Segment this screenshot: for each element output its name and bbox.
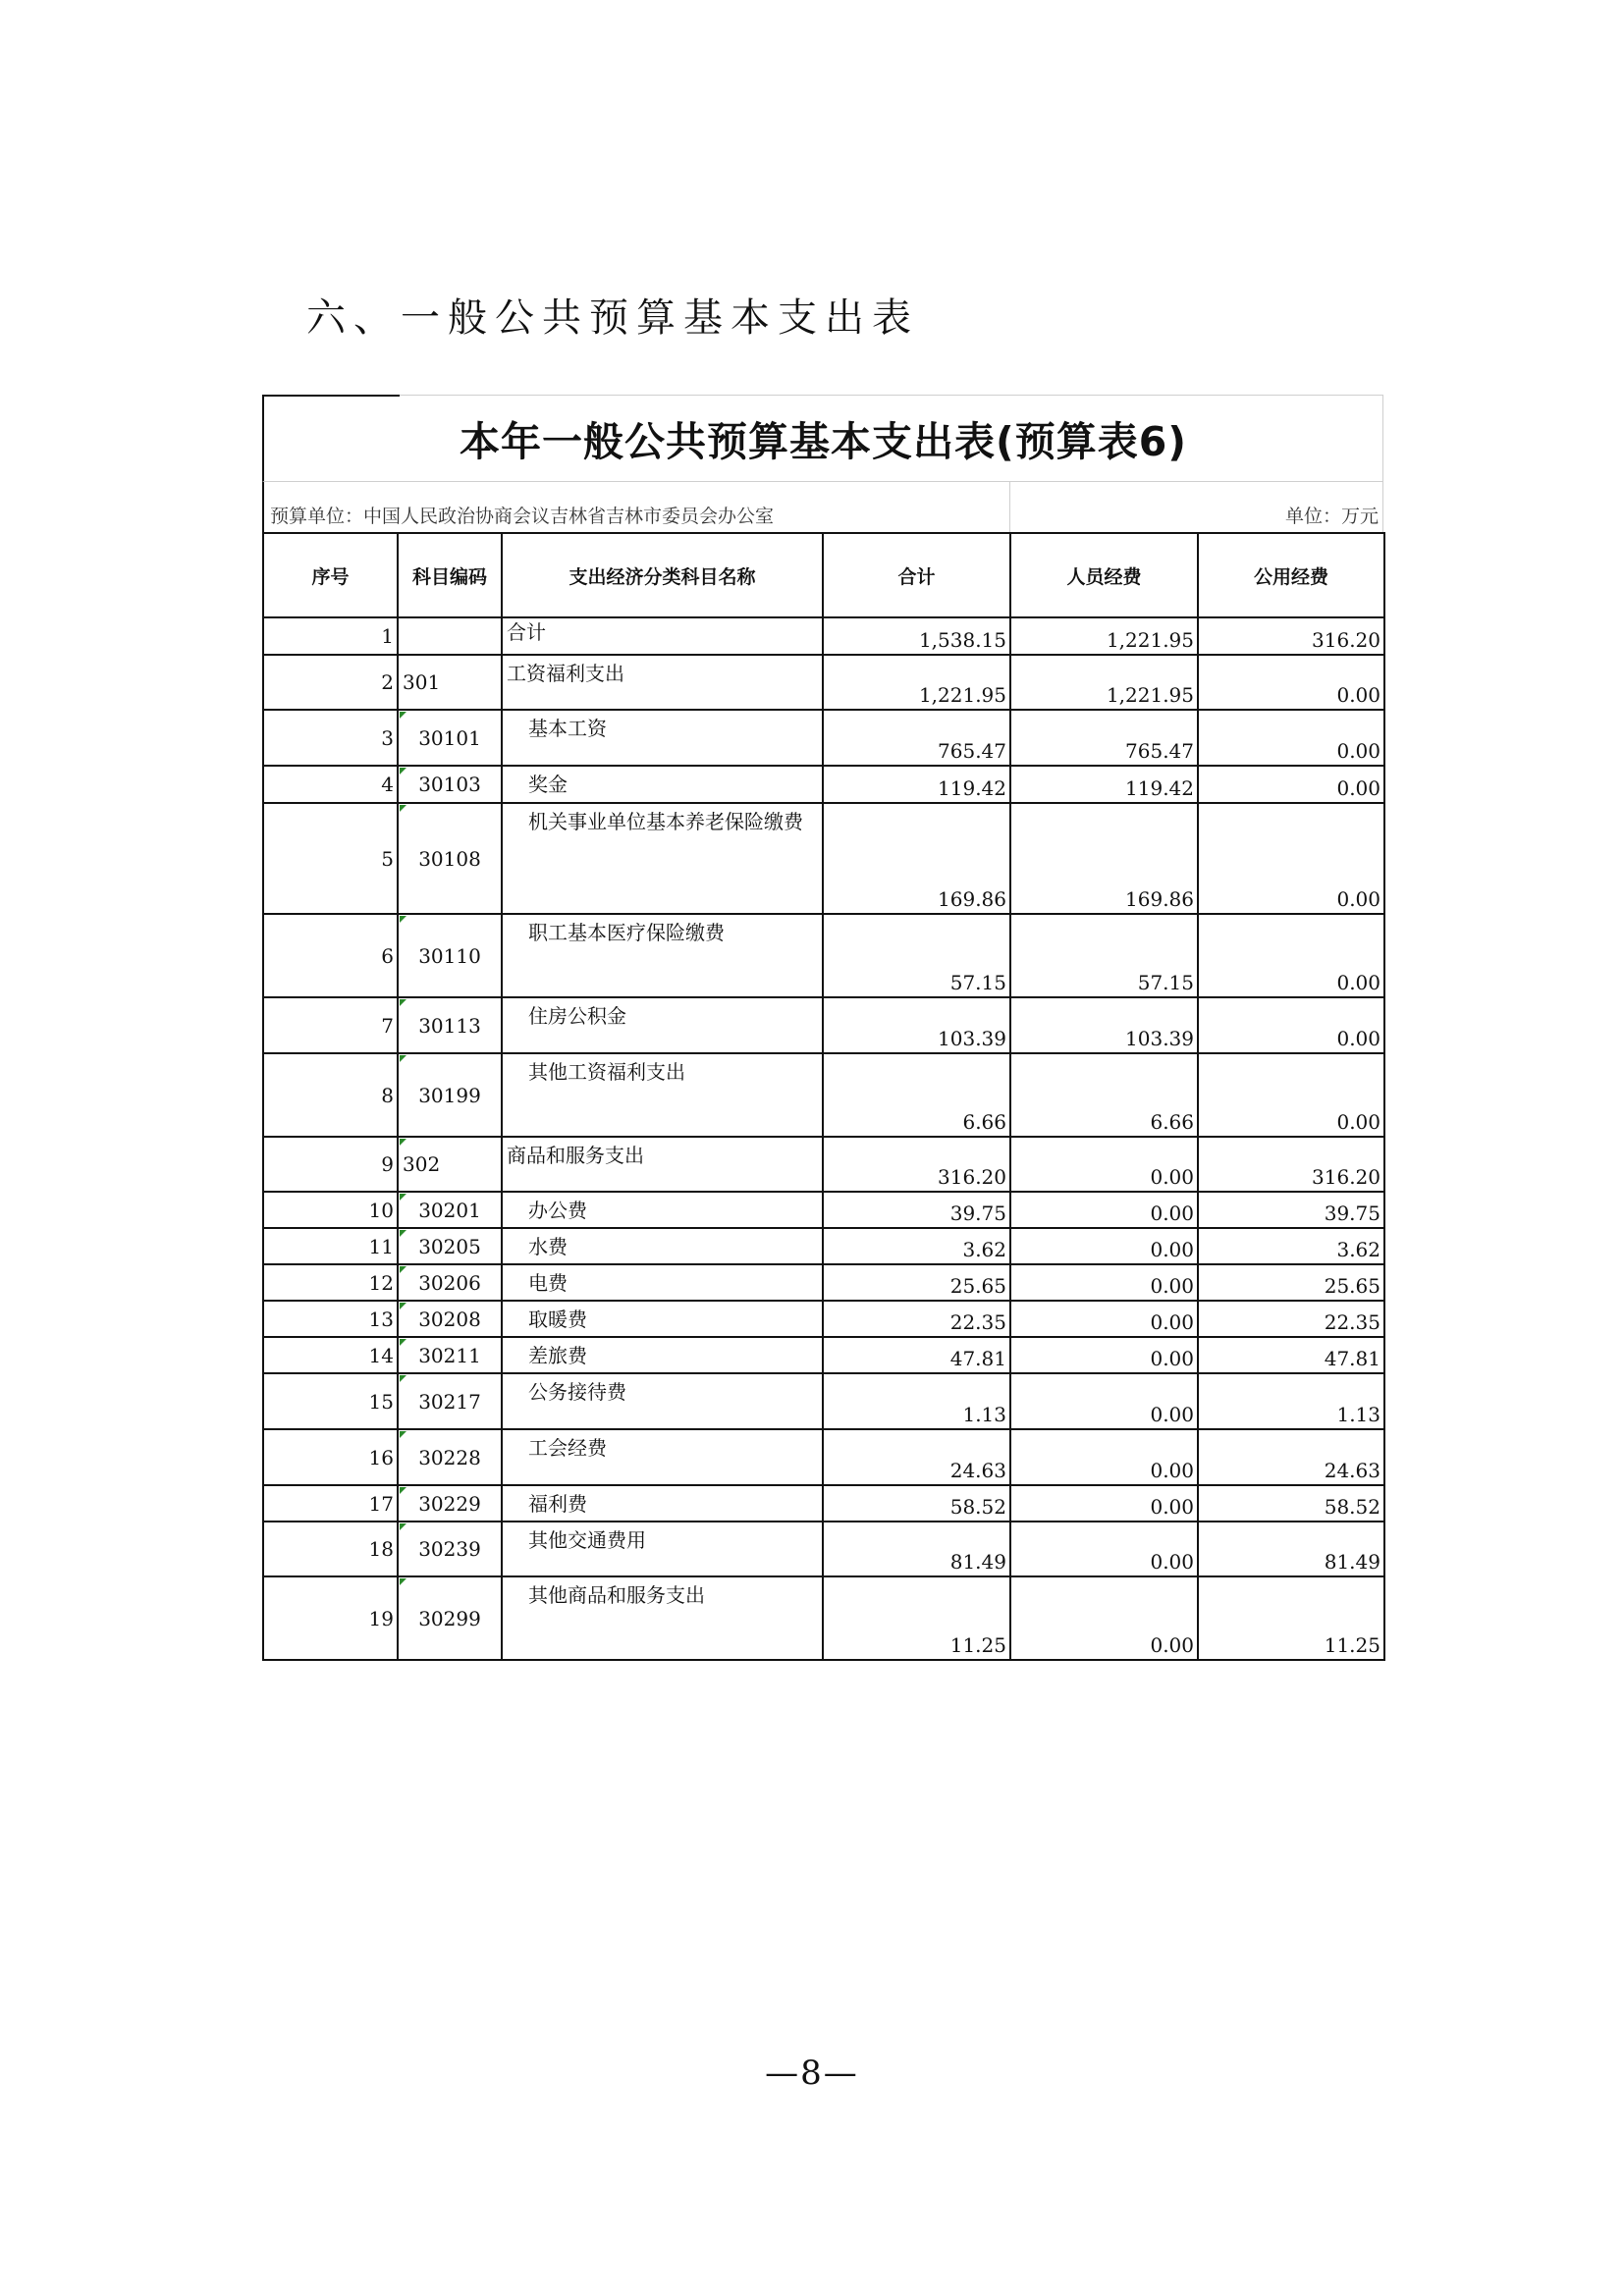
cell-total-text: 22.35 xyxy=(949,1310,1006,1334)
cell-public xyxy=(1198,1137,1384,1192)
cell-code-text: 30201 xyxy=(418,1198,481,1222)
table-row xyxy=(263,914,1384,997)
cell-personnel xyxy=(1010,1373,1198,1429)
cell-total xyxy=(823,1576,1010,1660)
cell-code-text: 30299 xyxy=(418,1606,481,1630)
cell-name xyxy=(502,914,823,997)
cell-personnel xyxy=(1010,1576,1198,1660)
cell-personnel-text: 0.00 xyxy=(1150,1403,1194,1426)
cell-marker-icon xyxy=(400,1339,406,1346)
cell-seq xyxy=(263,617,398,655)
cell-seq xyxy=(263,914,398,997)
cell-seq-text: 1 xyxy=(381,624,394,648)
cell-name-text: 工资福利支出 xyxy=(507,662,624,685)
cell-code xyxy=(398,1053,502,1137)
cell-name-text: 办公费 xyxy=(528,1199,587,1222)
cell-marker-icon xyxy=(400,712,406,719)
budget-table-sheet xyxy=(262,395,1383,1661)
cell-personnel-text: 0.00 xyxy=(1150,1165,1194,1189)
cell-personnel xyxy=(1010,766,1198,803)
cell-public xyxy=(1198,914,1384,997)
cell-public-text: 0.00 xyxy=(1336,776,1380,800)
cell-public xyxy=(1198,1373,1384,1429)
cell-code-text: 30108 xyxy=(418,846,481,871)
cell-total xyxy=(823,1373,1010,1429)
cell-personnel xyxy=(1010,1137,1198,1192)
cell-name-text: 基本工资 xyxy=(528,717,607,740)
cell-personnel-text: 0.00 xyxy=(1150,1274,1194,1298)
cell-total xyxy=(823,997,1010,1053)
cell-code-text: 30229 xyxy=(418,1491,481,1516)
cell-name xyxy=(502,1522,823,1576)
cell-personnel xyxy=(1010,1053,1198,1137)
cell-public-text: 0.00 xyxy=(1336,739,1380,763)
cell-total-text: 47.81 xyxy=(949,1347,1006,1370)
cell-code xyxy=(398,1264,502,1301)
header-public: 公用经费 xyxy=(1198,533,1384,617)
cell-name xyxy=(502,655,823,710)
cell-seq-text: 13 xyxy=(368,1307,394,1331)
table-row xyxy=(263,1373,1384,1429)
cell-seq xyxy=(263,1137,398,1192)
cell-public-text: 58.52 xyxy=(1324,1495,1380,1519)
budget-unit-org: 预算单位：中国人民政治协商会议吉林省吉林市委员会办公室 xyxy=(264,482,1010,532)
cell-seq xyxy=(263,1429,398,1485)
cell-code xyxy=(398,1429,502,1485)
cell-public xyxy=(1198,655,1384,710)
cell-total xyxy=(823,914,1010,997)
cell-name-text: 水费 xyxy=(528,1235,568,1258)
cell-name-text: 其他工资福利支出 xyxy=(528,1060,685,1084)
cell-name xyxy=(502,1053,823,1137)
cell-code-text: 30217 xyxy=(418,1389,481,1414)
cell-personnel-text: 0.00 xyxy=(1150,1238,1194,1261)
cell-name-text: 奖金 xyxy=(528,773,568,796)
cell-seq xyxy=(263,1264,398,1301)
cell-total-text: 57.15 xyxy=(949,971,1006,994)
table-title-box xyxy=(262,395,1383,481)
cell-code xyxy=(398,1337,502,1373)
cell-code-text: 30113 xyxy=(418,1013,481,1038)
cell-total xyxy=(823,1301,1010,1337)
cell-personnel xyxy=(1010,803,1198,914)
cell-code xyxy=(398,655,502,710)
cell-seq xyxy=(263,710,398,766)
cell-total-text: 81.49 xyxy=(949,1550,1006,1574)
table-body xyxy=(263,617,1384,1660)
cell-code-text: 30103 xyxy=(418,773,481,796)
table-row xyxy=(263,1228,1384,1264)
cell-personnel xyxy=(1010,1228,1198,1264)
cell-marker-icon xyxy=(400,1139,406,1146)
cell-total xyxy=(823,617,1010,655)
cell-total-text: 58.52 xyxy=(949,1495,1006,1519)
cell-name-text: 其他交通费用 xyxy=(528,1528,646,1552)
cell-public xyxy=(1198,1485,1384,1522)
table-row xyxy=(263,1264,1384,1301)
table-row xyxy=(263,1192,1384,1228)
cell-personnel xyxy=(1010,1485,1198,1522)
cell-marker-icon xyxy=(400,916,406,923)
cell-total-text: 25.65 xyxy=(949,1274,1006,1298)
cell-code-text: 30205 xyxy=(418,1234,481,1258)
table-row xyxy=(263,1429,1384,1485)
cell-seq-text: 6 xyxy=(381,943,394,968)
cell-public-text: 316.20 xyxy=(1312,628,1380,652)
cell-total-text: 103.39 xyxy=(938,1027,1006,1050)
cell-seq-text: 2 xyxy=(381,670,394,694)
cell-marker-icon xyxy=(400,1487,406,1494)
cell-public xyxy=(1198,1301,1384,1337)
cell-name-text: 住房公积金 xyxy=(528,1004,626,1028)
cell-code-text: 30110 xyxy=(418,943,481,968)
cell-personnel-text: 119.42 xyxy=(1125,776,1194,800)
cell-personnel xyxy=(1010,617,1198,655)
cell-name xyxy=(502,1429,823,1485)
cell-seq xyxy=(263,1192,398,1228)
cell-code xyxy=(398,914,502,997)
cell-name xyxy=(502,1301,823,1337)
cell-marker-icon xyxy=(400,1431,406,1438)
cell-personnel-text: 0.00 xyxy=(1150,1495,1194,1519)
cell-seq-text: 9 xyxy=(381,1152,394,1176)
table-row xyxy=(263,1301,1384,1337)
cell-seq xyxy=(263,1576,398,1660)
cell-marker-icon xyxy=(400,1194,406,1201)
cell-name-text: 商品和服务支出 xyxy=(507,1144,644,1167)
cell-public xyxy=(1198,803,1384,914)
cell-personnel-text: 1,221.95 xyxy=(1106,628,1194,652)
header-name: 支出经济分类科目名称 xyxy=(502,533,823,617)
cell-marker-icon xyxy=(400,999,406,1006)
cell-public xyxy=(1198,1522,1384,1576)
cell-seq-text: 14 xyxy=(368,1343,394,1367)
cell-total xyxy=(823,1137,1010,1192)
cell-public-text: 316.20 xyxy=(1312,1165,1380,1189)
cell-public-text: 25.65 xyxy=(1324,1274,1380,1298)
cell-name-text: 取暖费 xyxy=(528,1308,587,1331)
table-row xyxy=(263,617,1384,655)
cell-code-text: 301 xyxy=(403,670,441,694)
cell-public-text: 0.00 xyxy=(1336,1110,1380,1134)
cell-code-text: 30101 xyxy=(418,725,481,750)
cell-name-text: 职工基本医疗保险缴费 xyxy=(528,921,725,944)
header-total: 合计 xyxy=(823,533,1010,617)
cell-personnel-text: 57.15 xyxy=(1137,971,1194,994)
cell-public xyxy=(1198,997,1384,1053)
cell-personnel xyxy=(1010,997,1198,1053)
cell-code xyxy=(398,803,502,914)
table-row xyxy=(263,1485,1384,1522)
cell-marker-icon xyxy=(400,1578,406,1585)
cell-public xyxy=(1198,710,1384,766)
cell-total xyxy=(823,1522,1010,1576)
cell-name xyxy=(502,1337,823,1373)
cell-name-text: 电费 xyxy=(528,1271,568,1295)
cell-public-text: 47.81 xyxy=(1324,1347,1380,1370)
cell-seq-text: 18 xyxy=(368,1537,394,1561)
cell-public-text: 1.13 xyxy=(1336,1403,1380,1426)
cell-personnel-text: 0.00 xyxy=(1150,1459,1194,1482)
cell-name-text: 工会经费 xyxy=(528,1436,607,1460)
cell-seq xyxy=(263,1522,398,1576)
cell-public xyxy=(1198,1228,1384,1264)
cell-total xyxy=(823,1228,1010,1264)
cell-personnel-text: 0.00 xyxy=(1150,1201,1194,1225)
cell-total-text: 316.20 xyxy=(938,1165,1006,1189)
cell-marker-icon xyxy=(400,768,406,774)
currency-unit: 单位：万元 xyxy=(1284,506,1379,527)
cell-code xyxy=(398,1485,502,1522)
cell-public-text: 22.35 xyxy=(1324,1310,1380,1334)
cell-personnel xyxy=(1010,1337,1198,1373)
cell-total-text: 39.75 xyxy=(949,1201,1006,1225)
cell-name-text: 机关事业单位基本养老保险缴费 xyxy=(528,810,803,833)
cell-public xyxy=(1198,617,1384,655)
cell-public-text: 24.63 xyxy=(1324,1459,1380,1482)
cell-total-text: 119.42 xyxy=(938,776,1006,800)
cell-total-text: 1,538.15 xyxy=(918,628,1006,652)
table-meta-row xyxy=(262,481,1383,532)
expenditure-table xyxy=(262,532,1385,1661)
cell-name xyxy=(502,1485,823,1522)
cell-code-text: 30239 xyxy=(418,1537,481,1561)
cell-name xyxy=(502,1137,823,1192)
page-number: —8— xyxy=(765,2054,859,2093)
cell-total xyxy=(823,1337,1010,1373)
cell-personnel xyxy=(1010,1522,1198,1576)
cell-code xyxy=(398,1576,502,1660)
cell-total xyxy=(823,710,1010,766)
cell-total-text: 3.62 xyxy=(962,1238,1006,1261)
cell-code-text: 302 xyxy=(403,1152,441,1176)
cell-personnel xyxy=(1010,914,1198,997)
table-row xyxy=(263,1137,1384,1192)
cell-personnel-text: 169.86 xyxy=(1125,887,1194,911)
cell-personnel-text: 0.00 xyxy=(1150,1310,1194,1334)
cell-marker-icon xyxy=(400,1266,406,1273)
cell-code xyxy=(398,617,502,655)
header-personnel: 人员经费 xyxy=(1010,533,1198,617)
cell-seq xyxy=(263,1337,398,1373)
cell-seq xyxy=(263,766,398,803)
cell-code-text: 30208 xyxy=(418,1307,481,1331)
cell-personnel-text: 0.00 xyxy=(1150,1550,1194,1574)
header-code: 科目编码 xyxy=(398,533,502,617)
cell-seq xyxy=(263,1228,398,1264)
cell-public xyxy=(1198,1429,1384,1485)
cell-personnel xyxy=(1010,1301,1198,1337)
cell-seq xyxy=(263,997,398,1053)
cell-seq xyxy=(263,803,398,914)
cell-name-text: 其他商品和服务支出 xyxy=(528,1583,705,1607)
cell-public-text: 0.00 xyxy=(1336,971,1380,994)
cell-name xyxy=(502,1264,823,1301)
cell-marker-icon xyxy=(400,1230,406,1237)
cell-code xyxy=(398,710,502,766)
table-title: 本年一般公共预算基本支出表(预算表6) xyxy=(459,418,1187,465)
cell-total xyxy=(823,1485,1010,1522)
cell-total-text: 169.86 xyxy=(938,887,1006,911)
cell-code-text: 30199 xyxy=(418,1083,481,1107)
cell-code-text: 30211 xyxy=(418,1343,481,1367)
cell-name xyxy=(502,710,823,766)
table-row xyxy=(263,1522,1384,1576)
cell-personnel-text: 1,221.95 xyxy=(1106,683,1194,707)
cell-personnel xyxy=(1010,710,1198,766)
cell-code xyxy=(398,1137,502,1192)
cell-name xyxy=(502,1373,823,1429)
cell-public xyxy=(1198,1337,1384,1373)
cell-public-text: 11.25 xyxy=(1324,1633,1380,1657)
cell-code xyxy=(398,1301,502,1337)
cell-total-text: 1.13 xyxy=(962,1403,1006,1426)
cell-name-text: 差旅费 xyxy=(528,1344,587,1367)
cell-personnel xyxy=(1010,1429,1198,1485)
cell-name xyxy=(502,1576,823,1660)
cell-seq-text: 16 xyxy=(368,1445,394,1469)
cell-public-text: 3.62 xyxy=(1336,1238,1380,1261)
cell-seq xyxy=(263,1373,398,1429)
cell-personnel xyxy=(1010,1192,1198,1228)
cell-code xyxy=(398,1192,502,1228)
cell-public xyxy=(1198,1192,1384,1228)
cell-seq-text: 17 xyxy=(368,1491,394,1516)
cell-marker-icon xyxy=(400,1303,406,1309)
cell-total-text: 11.25 xyxy=(949,1633,1006,1657)
table-row xyxy=(263,710,1384,766)
table-row xyxy=(263,1337,1384,1373)
cell-name-text: 福利费 xyxy=(528,1492,587,1516)
table-row xyxy=(263,1576,1384,1660)
cell-marker-icon xyxy=(400,1375,406,1382)
cell-seq-text: 19 xyxy=(368,1606,394,1630)
cell-total xyxy=(823,1429,1010,1485)
cell-marker-icon xyxy=(400,1523,406,1530)
cell-seq xyxy=(263,1485,398,1522)
cell-personnel xyxy=(1010,655,1198,710)
cell-public-text: 81.49 xyxy=(1324,1550,1380,1574)
cell-seq-text: 3 xyxy=(381,725,394,750)
cell-seq-text: 15 xyxy=(368,1389,394,1414)
cell-code xyxy=(398,1228,502,1264)
cell-code-text: 30228 xyxy=(418,1445,481,1469)
cell-total-text: 1,221.95 xyxy=(918,683,1006,707)
table-row xyxy=(263,803,1384,914)
cell-total xyxy=(823,1192,1010,1228)
table-row xyxy=(263,655,1384,710)
cell-marker-icon xyxy=(400,805,406,812)
table-row xyxy=(263,997,1384,1053)
cell-seq-text: 12 xyxy=(368,1270,394,1295)
cell-name xyxy=(502,1192,823,1228)
cell-public-text: 0.00 xyxy=(1336,683,1380,707)
cell-public xyxy=(1198,766,1384,803)
cell-seq-text: 4 xyxy=(381,773,394,796)
cell-code xyxy=(398,766,502,803)
cell-name-text: 合计 xyxy=(507,620,546,644)
header-seq: 序号 xyxy=(263,533,398,617)
cell-seq-text: 11 xyxy=(368,1234,394,1258)
cell-total xyxy=(823,766,1010,803)
cell-name xyxy=(502,617,823,655)
cell-total-text: 765.47 xyxy=(938,739,1006,763)
cell-personnel-text: 0.00 xyxy=(1150,1633,1194,1657)
cell-total xyxy=(823,803,1010,914)
cell-personnel xyxy=(1010,1264,1198,1301)
cell-name-text: 公务接待费 xyxy=(528,1380,626,1404)
section-heading: 六、一般公共预算基本支出表 xyxy=(306,295,919,341)
cell-total-text: 24.63 xyxy=(949,1459,1006,1482)
cell-total xyxy=(823,1053,1010,1137)
cell-seq-text: 7 xyxy=(381,1013,394,1038)
cell-public-text: 0.00 xyxy=(1336,1027,1380,1050)
cell-public-text: 39.75 xyxy=(1324,1201,1380,1225)
table-row xyxy=(263,766,1384,803)
cell-personnel-text: 103.39 xyxy=(1125,1027,1194,1050)
cell-name xyxy=(502,803,823,914)
cell-public xyxy=(1198,1576,1384,1660)
cell-personnel-text: 0.00 xyxy=(1150,1347,1194,1370)
cell-name xyxy=(502,1228,823,1264)
cell-public xyxy=(1198,1264,1384,1301)
cell-seq xyxy=(263,655,398,710)
cell-marker-icon xyxy=(400,1055,406,1062)
cell-code xyxy=(398,1522,502,1576)
cell-public xyxy=(1198,1053,1384,1137)
cell-total-text: 6.66 xyxy=(962,1110,1006,1134)
table-header-row xyxy=(263,533,1384,617)
cell-seq-text: 5 xyxy=(381,846,394,871)
cell-total xyxy=(823,1264,1010,1301)
cell-public-text: 0.00 xyxy=(1336,887,1380,911)
cell-seq-text: 10 xyxy=(368,1198,394,1222)
cell-seq xyxy=(263,1301,398,1337)
cell-code xyxy=(398,997,502,1053)
table-row xyxy=(263,1053,1384,1137)
cell-name xyxy=(502,766,823,803)
cell-personnel-text: 765.47 xyxy=(1125,739,1194,763)
cell-seq-text: 8 xyxy=(381,1083,394,1107)
cell-total xyxy=(823,655,1010,710)
cell-personnel-text: 6.66 xyxy=(1150,1110,1194,1134)
cell-code xyxy=(398,1373,502,1429)
cell-code-text: 30206 xyxy=(418,1270,481,1295)
cell-seq xyxy=(263,1053,398,1137)
cell-name xyxy=(502,997,823,1053)
